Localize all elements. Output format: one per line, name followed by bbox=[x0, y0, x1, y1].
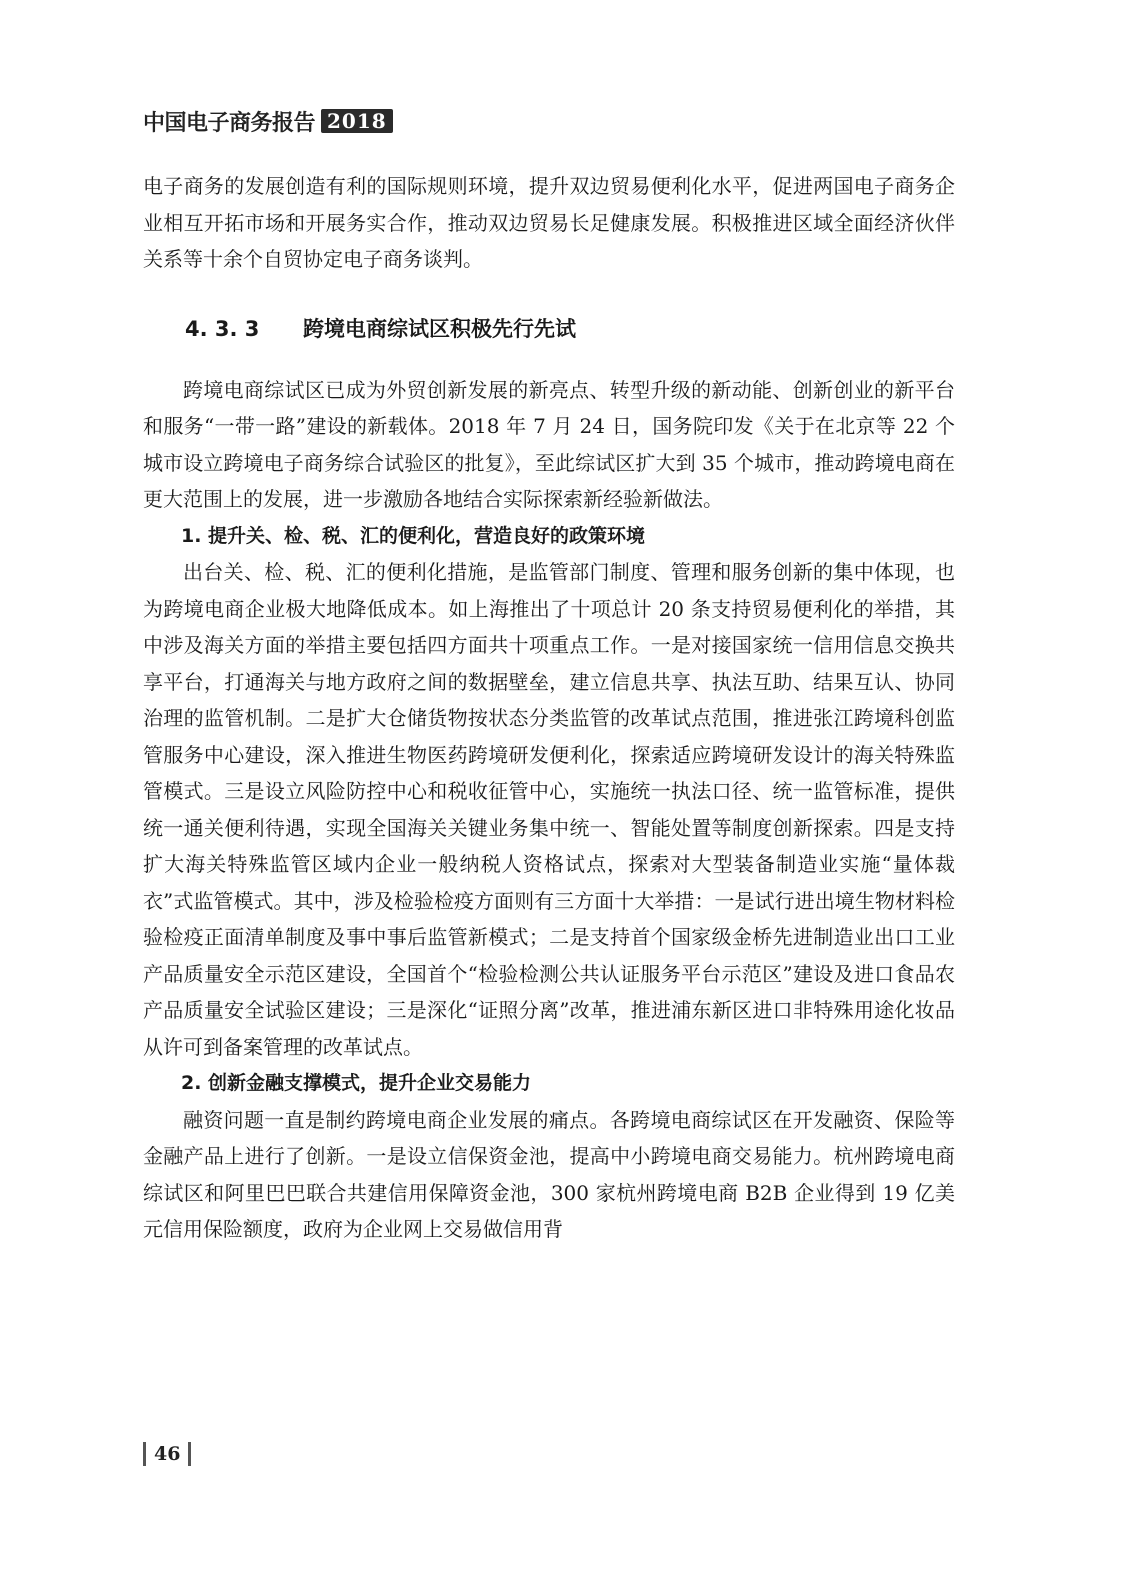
section-number: 4. 3. 3 bbox=[185, 316, 260, 341]
running-header bbox=[143, 106, 393, 136]
page-body bbox=[143, 168, 955, 1248]
report-title: 中国电子商务报告 bbox=[143, 110, 316, 136]
section-intro-paragraph: 跨境电商综试区已成为外贸创新发展的新亮点、转型升级的新动能、创新创业的新平台和服务“一带一路”建设的新载体。2018 年 7 月 24 日，国务院印发《关于在北京等 22 个城市设立跨境电子商务综合试验区的批复》，至此综试区扩大到 35 个城市，推动跨境电商在更大范围上的发展，进一步激励各地结合实际探索新经验新做法。 bbox=[143, 377, 955, 511]
section-heading bbox=[143, 311, 955, 347]
year-badge: 2018 bbox=[321, 109, 393, 133]
page-footer bbox=[143, 1441, 191, 1467]
spacer bbox=[143, 278, 955, 311]
footer-bar-right bbox=[188, 1442, 191, 1466]
subsection-1-paragraph: 出台关、检、税、汇的便利化措施，是监管部门制度、管理和服务创新的集中体现，也为跨境电商企业极大地降低成本。如上海推出了十项总计 20 条支持贸易便利化的举措，其中涉及海关方面的举措主要包括四方面共十项重点工作。一是对接国家统一信用信息交换共享平台，打通海关与地方政府之间的数据壁垒，建立信息共享、执法互助、结果互认、协同治理的监管机制。二是扩大仓储货物按状态分类监管的改革试点范围，推进张江跨境科创监管服务中心建设，深入推进生物医药跨境研发便利化，探索适应跨境研发设计的海关特殊监管模式。三是设立风险防控中心和税收征管中心，实施统一执法口径、统一监管标准，提供统一通关便利待遇，实现全国海关关键业务集中统一、智能处置等制度创新探索。四是支持扩大海关特殊监管区域内企业一般纳税人资格试点，探索对大型装备制造业实施“量体裁衣”式监管模式。其中，涉及检验检疫方面则有三方面十大举措：一是试行进出境生物材料检验检疫正面清单制度及事中事后监管新模式；二是支持首个国家级金桥先进制造业出口工业产品质量安全示范区建设，全国首个“检验检测公共认证服务平台示范区”建设及进口食品农产品质量安全试验区建设；三是深化“证照分离”改革，推进浦东新区进口非特殊用途化妆品从许可到备案管理的改革试点。 bbox=[143, 560, 955, 1059]
footer-bar-left bbox=[143, 1442, 146, 1466]
subsection-2-heading: 2. 创新金融支撑模式，提升企业交易能力 bbox=[181, 1072, 532, 1094]
subsection-1-heading: 1. 提升关、检、税、汇的便利化，营造良好的政策环境 bbox=[181, 524, 646, 547]
intro-paragraph: 电子商务的发展创造有利的国际规则环境，提升双边贸易便利化水平，促进两国电子商务企业相互开拓市场和开展务实合作，推动双边贸易长足健康发展。积极推进区域全面经济伙伴关系等十余个自贸协定电子商务谈判。 bbox=[143, 174, 955, 271]
subsection-2-paragraph: 融资问题一直是制约跨境电商企业发展的痛点。各跨境电商综试区在开发融资、保险等金融产品上进行了创新。一是设立信保资金池，提高中小跨境电商交易能力。杭州跨境电商综试区和阿里巴巴联合共建信用保障资金池，300 家杭州跨境电商 B2B 企业得到 19 亿美元信用保险额度，政府为企业网上交易做信用背 bbox=[143, 1107, 955, 1241]
section-title: 跨境电商综试区积极先行先试 bbox=[303, 316, 576, 341]
spacer bbox=[143, 347, 955, 372]
page-number: 46 bbox=[154, 1443, 181, 1465]
